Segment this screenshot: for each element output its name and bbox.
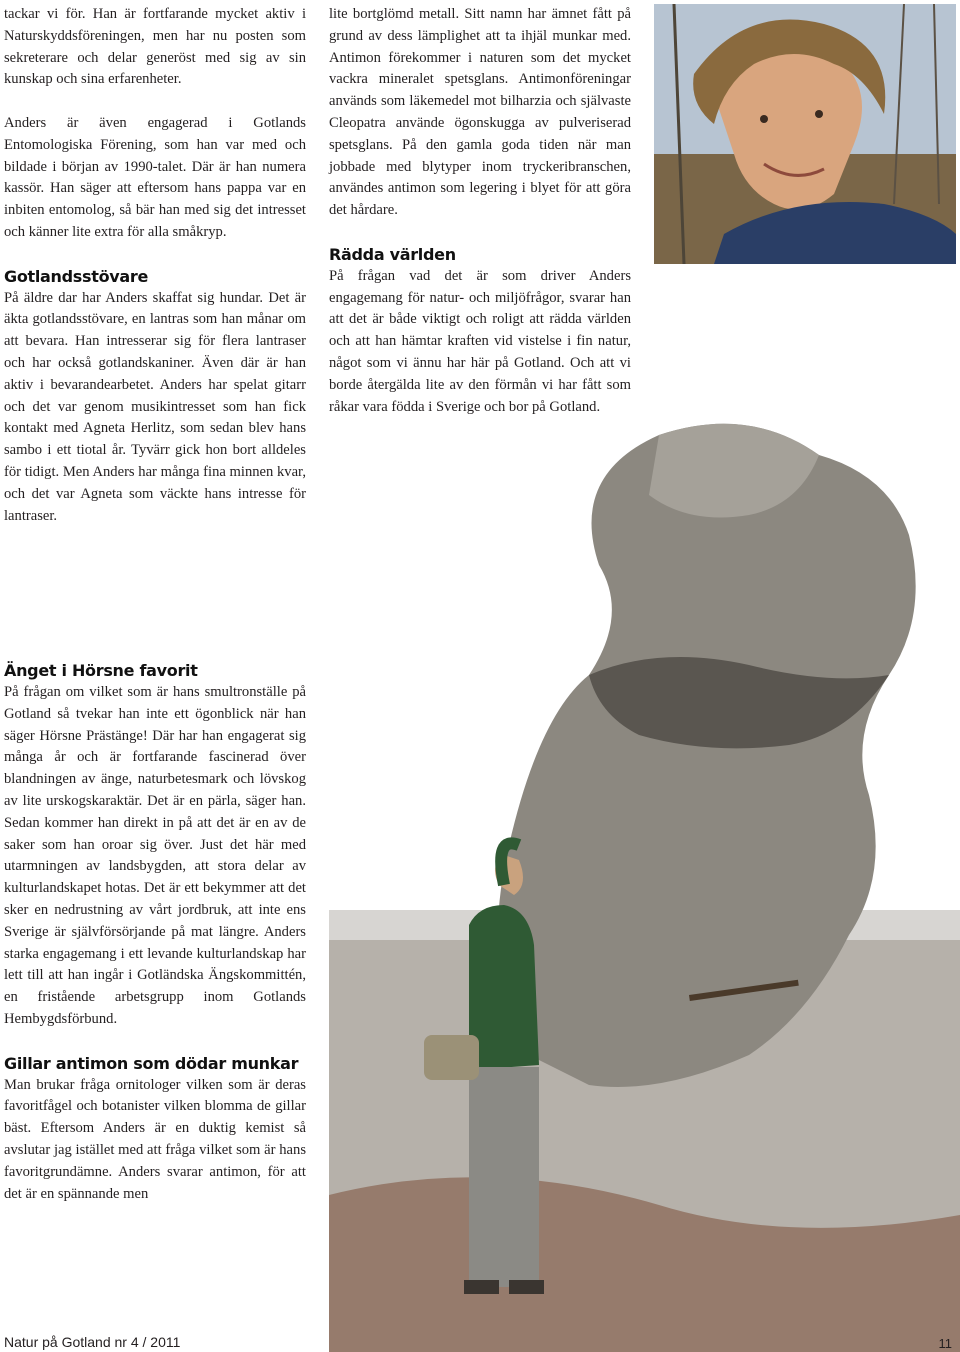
portrait-photo (654, 4, 956, 264)
section-heading-anget: Änget i Hörsne favorit (4, 661, 198, 680)
paragraph: På frågan vad det är som driver Anders engagemang för natur- och miljöfrågor, svarar han att det är både viktigt och roligt att rädda världen och att han hämtar kraften vid vistelse i fin natur, något som vi ännu har här på Gotland. Och att vi borde återgälda lite av den förmån vi har fått som råkar vara födda i Sverige och bor på Gotland. (329, 267, 631, 415)
paragraph: Man brukar fråga ornitologer vilken som är deras favoritfågel och botanister vilken blomma de gillar bäst. Eftersom Anders är en duktig kemist så avslutar jag istället med att fråga vilket som är hans favoritgrundämne. Anders svarar antimon, för att det är en spännande men (4, 1076, 306, 1202)
paragraph: På äldre dar har Anders skaffat sig hundar. Det är äkta gotlandsstövare, en lantras som han månar om att bevara. Han intresserar sig för flera lantraser och har också gotlandskaniner. Även där är han aktiv i bevarandearbetet. Anders har spelat gitarr och det var genom musikintresset som han fick kontakt med Agneta Herlitz, som sedan blev hans sambo i ett tiotal år. Tyvärr gick hon bort alldeles för tidigt. Men Anders har många fina minnen kvar, och det var Agneta som väckte hans intresse för lantraser. (4, 289, 306, 524)
article-column-2 (329, 4, 631, 418)
article-column-1 (4, 4, 306, 527)
paragraph: På frågan om vilket som är hans smultronställe på Gotland så tvekar han inte ett ögonblick när han säger Hörsne Prästänge! Där har han engagerat sig många år och är fortfarande fascinerad över blandningen av änge, naturbetesmark och lövskog av lite urskogskaraktär. Det är en pärla, säger han. Sedan kommer han direkt in på att det är en av de saker som han oroar sig över. Just det här med utarmningen av landsbygden, att stora delar av kulturlandskapet hotas. Det är ett bekymmer att det sker en nedrustning av vårt jordbruk, att inte ens Sverige är självförsörjande på mat längre. Anders starka engagemang i ett levande kulturlandskap har lett till att han ingår i Gotländska Ängskommittén, en fristående arbetsgrupp inom Gotlands Hembygdsförbund. (4, 684, 306, 1027)
section-heading-radda: Rädda världen (329, 244, 456, 264)
paragraph: lite bortglömd metall. Sitt namn har ämnet fått på grund av dess lämplighet att ta ihjäl munkar med. Antimon förekommer i naturen som det mycket vackra mineralet spetsglans. Antimonföreningar används som läkemedel mot bilharzia och självaste Cleopatra använde ögonskugga av pulveriserad spetsglans. På den gamla goda tiden när man jobbade med blytyper inom tryckeribranschen, användes antimon som legering i blyet för att göra det hårdare. (329, 6, 631, 219)
paragraph: Anders är även engagerad i Gotlands Entomologiska Förening, som han var med och bildade i början av 1990-talet. Där är han numera kassör. Han säger att eftersom hans pappa var en inbiten entomolog, så bär han med sig det intresset och känner lite extra för alla småkryp. (4, 114, 306, 240)
paragraph: tackar vi för. Han är fortfarande mycket aktiv i Naturskyddsföreningen, men har nu posten som sekreterare och delar generöst med sig av sin kunskap och sina erfarenheter. (4, 6, 306, 88)
article-column-1-lower (4, 660, 306, 1205)
page-number: 11 (938, 1336, 952, 1351)
section-heading-gotlandsstovare: Gotlandsstövare (4, 266, 149, 286)
section-heading-antimon: Gillar antimon som dödar munkar (4, 1053, 299, 1073)
rock-landscape-photo (329, 415, 960, 1352)
portrait-illustration (654, 4, 956, 264)
rock-illustration (329, 415, 960, 1352)
publication-footer: Natur på Gotland nr 4 / 2011 (4, 1334, 181, 1350)
